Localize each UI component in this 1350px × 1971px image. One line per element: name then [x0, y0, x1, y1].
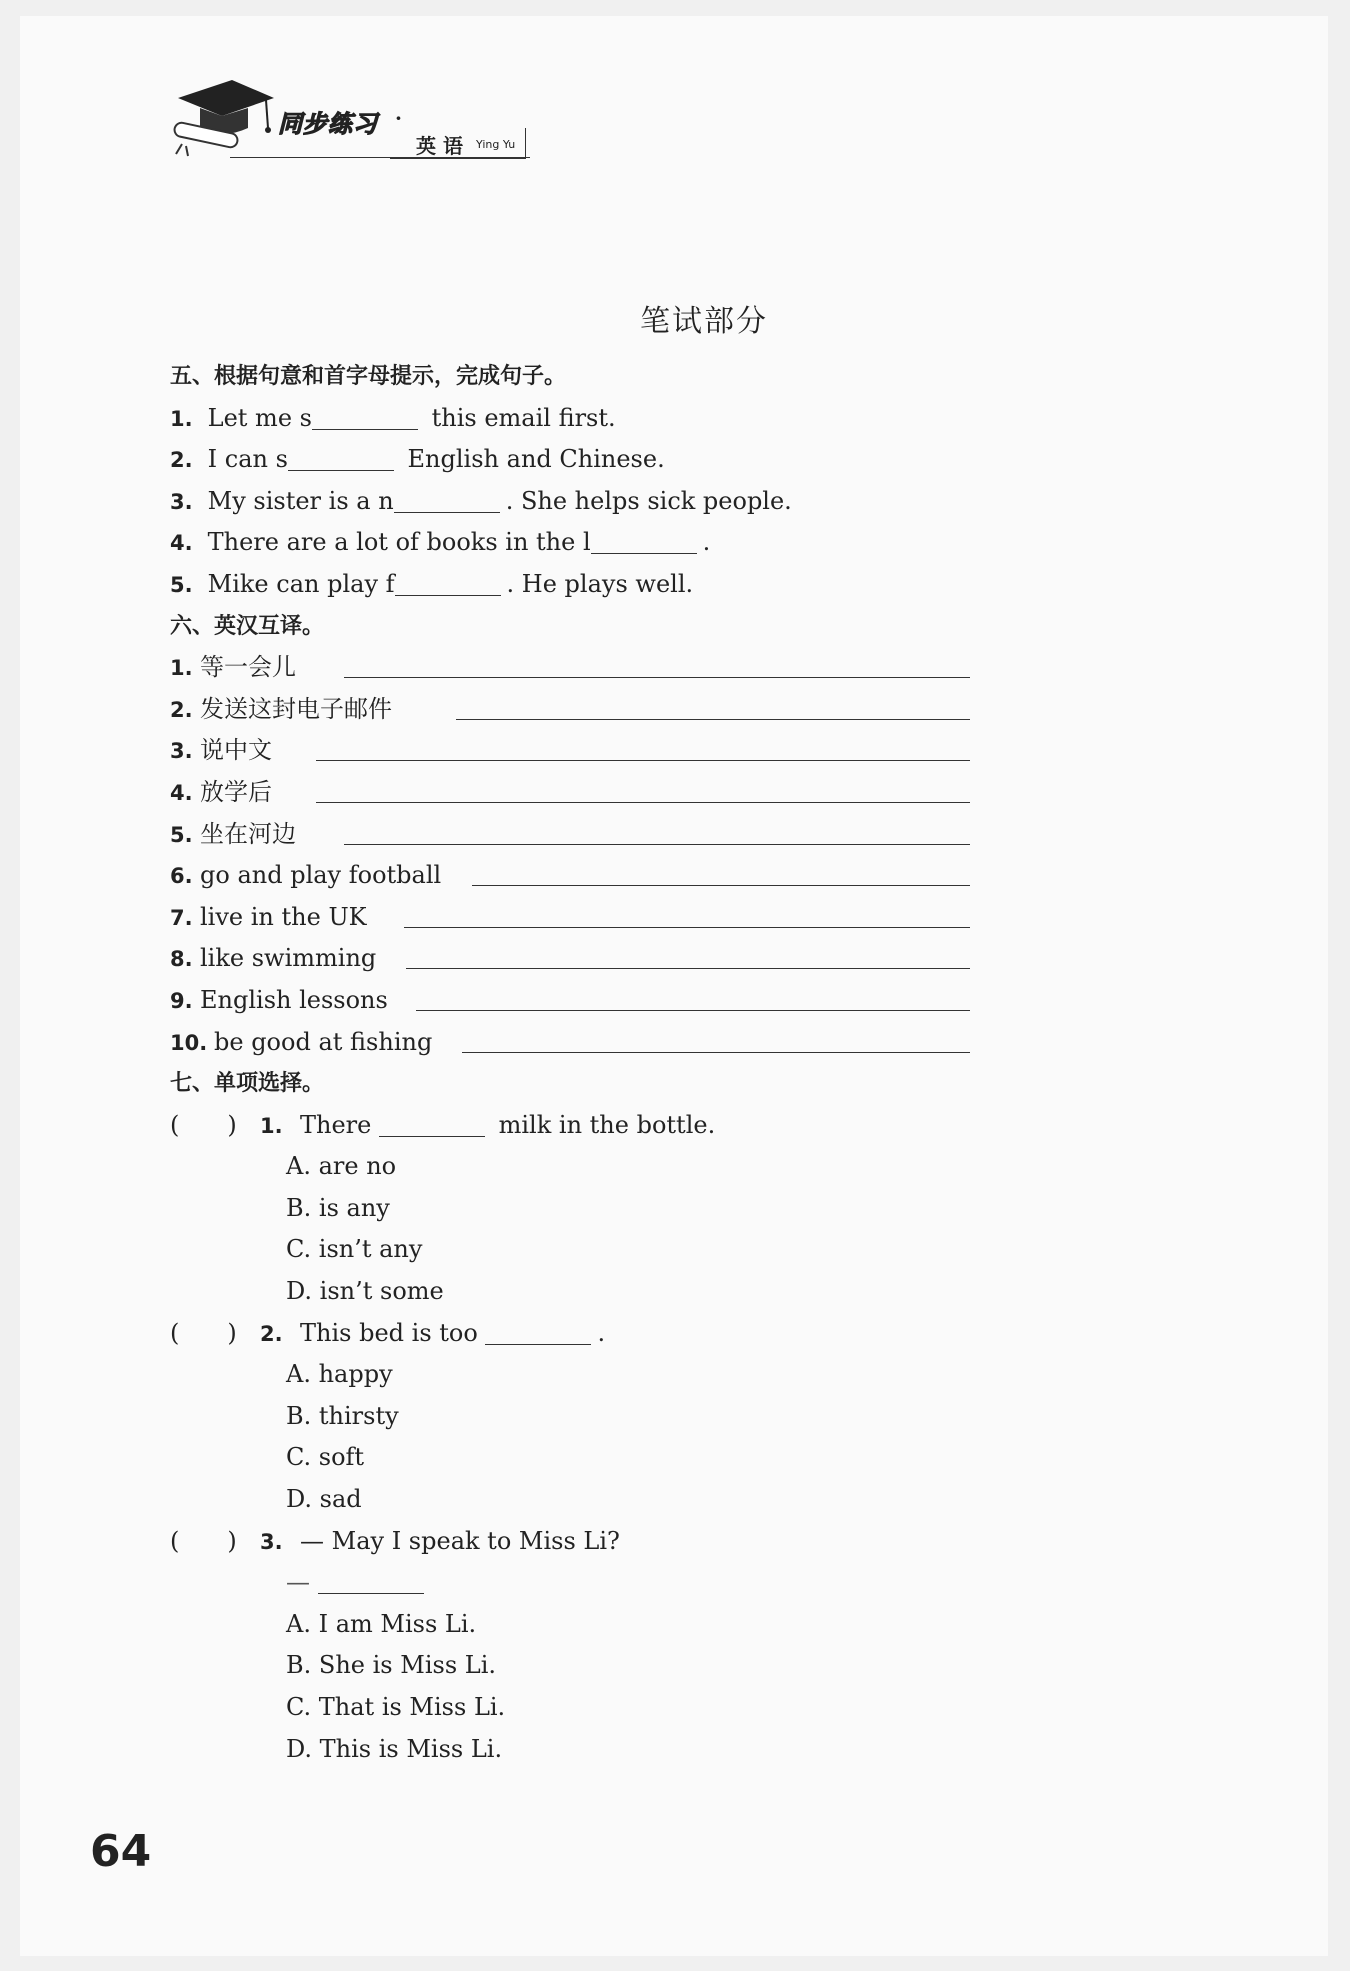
item-number: 1.	[170, 656, 193, 681]
sentence-end: this email first.	[423, 403, 616, 432]
sentence-start: I can s	[207, 445, 288, 474]
answer-line[interactable]	[472, 855, 970, 886]
answer-blank[interactable]	[591, 525, 697, 554]
graduation-cap-icon	[170, 78, 280, 168]
reply-dash: —	[286, 1568, 310, 1597]
translation-item	[170, 980, 970, 1022]
question-3	[170, 1521, 970, 1563]
answer-line[interactable]	[404, 897, 970, 928]
option-a[interactable]: A. happy	[286, 1360, 393, 1389]
answer-blank[interactable]	[288, 442, 394, 471]
question-number: 2.	[260, 1321, 283, 1346]
phrase-text: like swimming	[200, 944, 377, 973]
translation-item	[170, 897, 970, 939]
part6-heading: 六、英汉互译。	[170, 613, 325, 639]
page-header	[170, 78, 550, 168]
phrase-text: be good at fishing	[214, 1027, 433, 1056]
answer-paren[interactable]: ( )	[170, 1110, 237, 1139]
item-number: 1.	[170, 406, 193, 431]
question-text: — May I speak to Miss Li?	[300, 1526, 620, 1555]
worksheet-page	[20, 16, 1328, 1956]
translation-item	[170, 1022, 970, 1064]
sentence-end: .	[702, 528, 711, 557]
translation-item	[170, 814, 970, 856]
answer-blank[interactable]	[395, 567, 501, 596]
option-c[interactable]: C. That is Miss Li.	[286, 1693, 506, 1721]
option-c[interactable]: C. soft	[286, 1443, 365, 1472]
item-number: 2.	[170, 448, 193, 473]
sentence-start: There are a lot of books in the l	[207, 528, 591, 557]
question-end: .	[597, 1318, 606, 1347]
option-a[interactable]: A. I am Miss Li.	[286, 1609, 477, 1638]
item-number: 7.	[170, 905, 193, 930]
answer-blank	[485, 1316, 591, 1345]
answer-line[interactable]	[316, 772, 970, 803]
answer-blank	[318, 1565, 424, 1594]
section-title: 笔试部分	[640, 304, 768, 339]
answer-line[interactable]	[344, 647, 970, 678]
phrase-text: English lessons	[200, 985, 388, 1014]
answer-line[interactable]	[344, 814, 970, 845]
answer-paren[interactable]: ( )	[170, 1526, 237, 1555]
option-d[interactable]: D. This is Miss Li.	[286, 1734, 503, 1763]
translation-item	[170, 730, 970, 772]
sentence-start: My sister is a n	[207, 486, 394, 515]
phrase-text: 说中文	[200, 736, 272, 765]
translation-item	[170, 855, 970, 897]
part5-item	[170, 522, 970, 564]
answer-line[interactable]	[406, 938, 970, 969]
option-a[interactable]: A. are no	[286, 1152, 397, 1181]
item-number: 4.	[170, 780, 193, 805]
item-number: 4.	[170, 531, 193, 556]
option-d[interactable]: D. isn’t some	[286, 1277, 444, 1306]
answer-line[interactable]	[416, 980, 970, 1011]
question-1	[170, 1105, 970, 1147]
sentence-start: Mike can play f	[207, 569, 395, 598]
item-number: 8.	[170, 947, 193, 972]
item-number: 2.	[170, 697, 193, 722]
question-number: 3.	[260, 1529, 283, 1554]
answer-line[interactable]	[462, 1022, 970, 1053]
answer-blank	[379, 1108, 485, 1137]
option-b[interactable]: B. She is Miss Li.	[286, 1651, 496, 1680]
part5-item	[170, 398, 970, 440]
answer-line[interactable]	[316, 730, 970, 761]
option-d[interactable]: D. sad	[286, 1485, 362, 1514]
question-start: This bed is too	[300, 1318, 478, 1347]
question-end: milk in the bottle.	[490, 1110, 716, 1139]
phrase-text: 发送这封电子邮件	[200, 694, 392, 723]
sentence-start: Let me s	[207, 403, 312, 432]
subject-label: 英 语	[416, 134, 463, 158]
phrase-text: 等一会儿	[200, 653, 296, 682]
series-title: 同步练习	[278, 110, 378, 138]
answer-line[interactable]	[456, 689, 970, 720]
header-rule	[230, 157, 530, 158]
part7-heading: 七、单项选择。	[170, 1071, 325, 1097]
part5-item	[170, 439, 970, 481]
item-number: 3.	[170, 489, 193, 514]
item-number: 6.	[170, 864, 193, 889]
phrase-text: 坐在河边	[200, 819, 296, 848]
translation-item	[170, 938, 970, 980]
reply-line	[170, 1562, 970, 1604]
question-2	[170, 1313, 970, 1355]
phrase-text: 放学后	[200, 777, 272, 806]
separator-dot: ·	[395, 106, 402, 130]
answer-paren[interactable]: ( )	[170, 1318, 237, 1347]
item-number: 5.	[170, 822, 193, 847]
answer-blank[interactable]	[394, 484, 500, 513]
part5-item	[170, 564, 970, 606]
part5-item	[170, 481, 970, 523]
translation-item	[170, 689, 970, 731]
translation-item	[170, 647, 970, 689]
item-number: 5.	[170, 572, 193, 597]
subject-pinyin: Ying Yu	[476, 138, 516, 151]
option-b[interactable]: B. thirsty	[286, 1401, 399, 1430]
sentence-end: English and Chinese.	[399, 445, 665, 474]
sentence-end: . She helps sick people.	[505, 486, 792, 515]
answer-blank[interactable]	[312, 401, 418, 430]
exercise-content	[170, 356, 970, 1770]
option-b[interactable]: B. is any	[286, 1193, 390, 1222]
page-number: 64	[90, 1826, 152, 1877]
question-start: There	[300, 1110, 372, 1139]
item-number: 10.	[170, 1030, 208, 1055]
translation-item	[170, 772, 970, 814]
sentence-end: . He plays well.	[506, 569, 694, 598]
part5-heading: 五、根据句意和首字母提示，完成句子。	[170, 364, 567, 389]
option-c[interactable]: C. isn’t any	[286, 1235, 423, 1264]
question-number: 1.	[260, 1113, 283, 1138]
phrase-text: live in the UK	[200, 902, 367, 931]
phrase-text: go and play football	[200, 861, 442, 890]
item-number: 3.	[170, 739, 193, 764]
item-number: 9.	[170, 988, 193, 1013]
